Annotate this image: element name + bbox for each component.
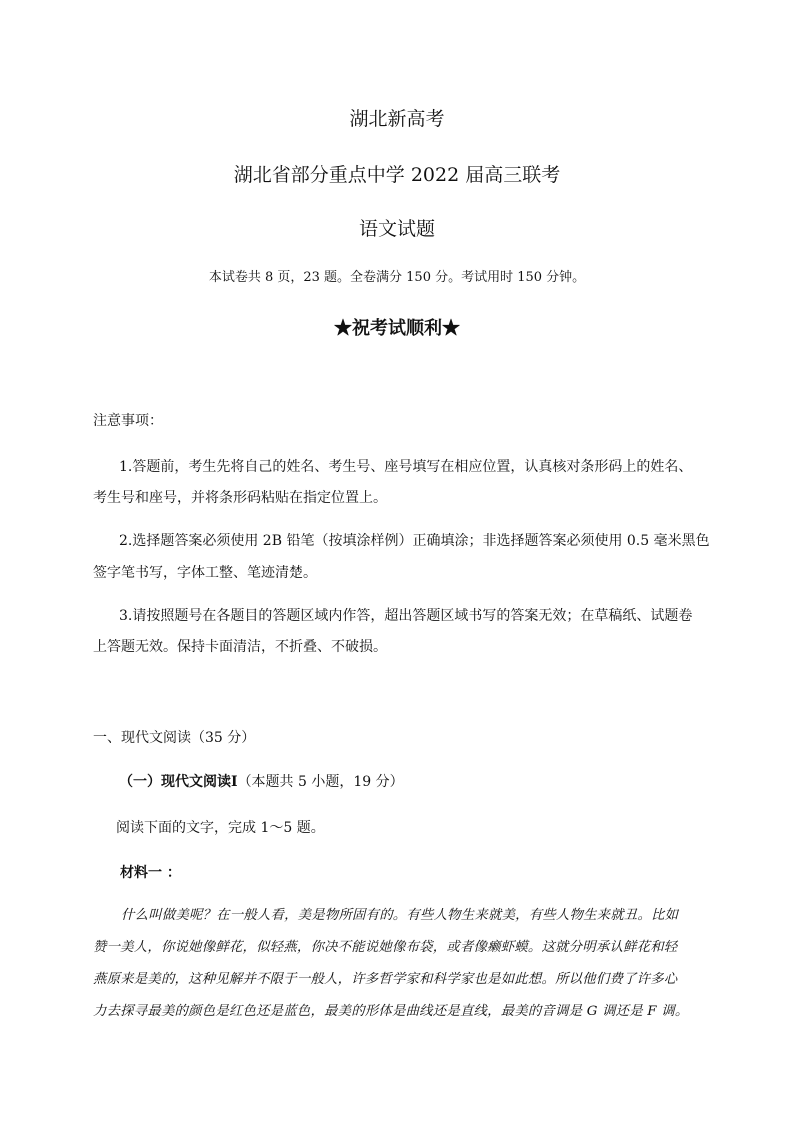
notice-item-line: 1.答题前，考生先将自己的姓名、考生号、座号填写在相应位置，认真核对条形码上的姓名、 (119, 459, 693, 475)
material-line: 什么叫做美呢？在一般人看，美是物所固有的。有些人物生来就美，有些人物生来就丑。比如 (121, 908, 679, 923)
exam-intro: 本试卷共 8 页，23 题。全卷满分 150 分。考试用时 150 分钟。 (208, 270, 586, 285)
material-line: 力去探寻最美的颜色是红色还是蓝色，最美的形体是曲线还是直线，最美的音调是 G 调还是 F 调。 (93, 1004, 689, 1019)
section-heading: 一、现代文阅读（35 分） (93, 730, 256, 746)
blessing: ★祝考试顺利★ (334, 318, 460, 339)
subject-title: 语文试题 (358, 218, 435, 240)
notice-heading: 注意事项： (93, 413, 163, 429)
notice-item-line: 考生号和座号，并将条形码粘贴在指定位置上。 (93, 490, 387, 506)
subsection-heading (119, 771, 404, 791)
reading-instruction: 阅读下面的文字，完成 1～5 题。 (116, 820, 325, 836)
exam-title: 湖北省部分重点中学 2022 届高三联考 (233, 164, 561, 186)
material-line: 燕原来是美的，这种见解并不限于一般人，许多哲学家和科学家也是如此想。所以他们费了许多心 (93, 972, 678, 987)
subsection-note: （本题共 5 小题，19 分） (237, 774, 404, 790)
material-paragraph (93, 900, 699, 932)
subsection-title: （一）现代文阅读Ⅰ (119, 774, 238, 790)
header-region: 湖北新高考 (349, 108, 445, 130)
notice-item-line: 签字笔书写，字体工整、笔迹清楚。 (93, 565, 317, 581)
notice-item-line: 2.选择题答案必须使用 2B 铅笔（按填涂样例）正确填涂；非选择题答案必须使用 0.5 毫米黑色 (119, 533, 710, 549)
notice-item-line: 3.请按照题号在各题目的答题区域内作答，超出答题区域书写的答案无效；在草稿纸、试题卷 (119, 608, 693, 624)
material-label: 材料一 ： (120, 865, 181, 881)
material-line: 赞一美人，你说她像鲜花，似轻燕，你决不能说她像布袋，或者像癞虾蟆。这就分明承认鲜花和轻 (93, 940, 678, 955)
notice-item-line: 上答题无效。保持卡面清洁，不折叠、不破损。 (93, 639, 387, 655)
